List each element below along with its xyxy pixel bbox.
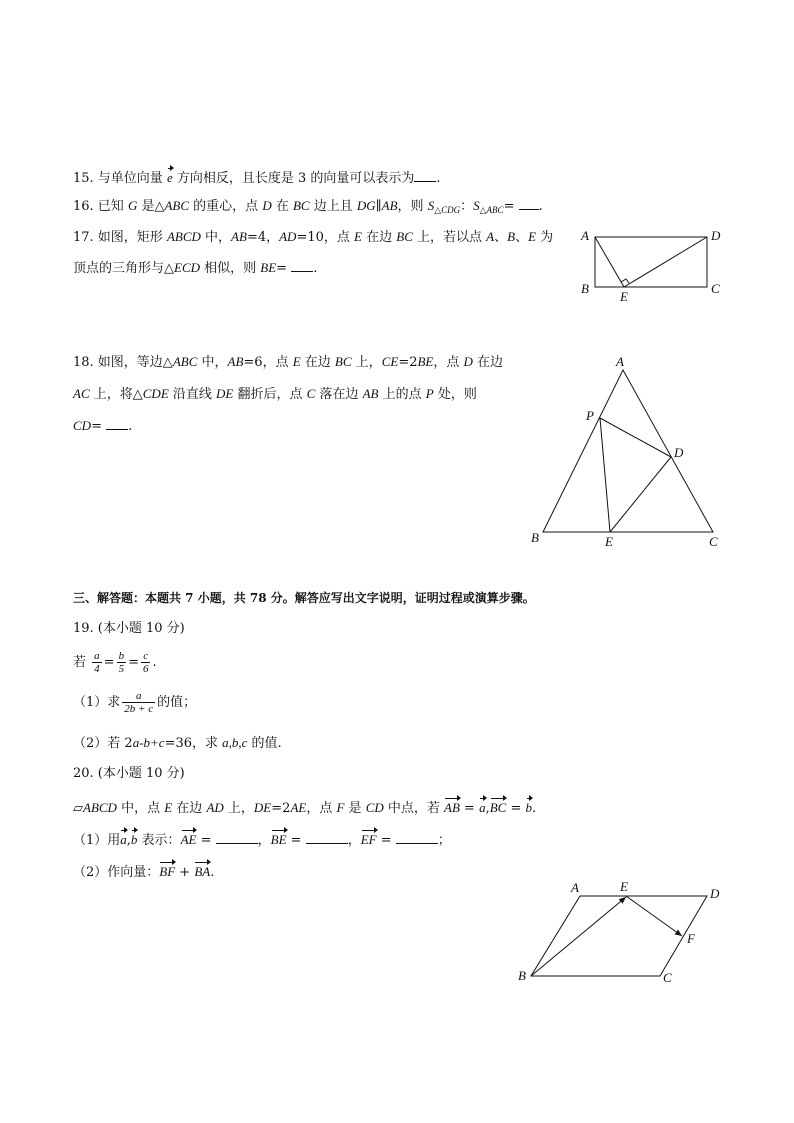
question-18-line-2: AC 上，将△CDE 沿直线 DE 翻折后，点 C 落在边 AB 上的点 P 处，则: [73, 386, 477, 402]
segment-de: [610, 457, 671, 532]
label-D: D: [674, 445, 684, 460]
segment-ed: [624, 237, 707, 287]
label-E: E: [620, 289, 628, 304]
answer-blank-17[interactable]: [291, 259, 313, 272]
answer-blank-18[interactable]: [106, 417, 128, 430]
right-angle-mark: [621, 279, 629, 283]
figure-18-triangle: [525, 355, 730, 555]
rectangle-abcd: [595, 237, 707, 287]
figure-17-rectangle: [570, 225, 730, 305]
label-A: A: [616, 354, 624, 369]
question-19-part-1: （1）求 $\frac{a}{2b + c}$ 的值；: [73, 690, 197, 715]
question-20-part-2: （2）作向量：BF + BA.: [73, 859, 214, 882]
vector-a: a: [479, 795, 486, 817]
fraction-a-over-4: $\frac{a}{4}$: [94, 650, 100, 675]
section-heading: 三、解答题：本题共 7 小题，共 78 分。解答应写出文字说明，证明过程或演算步骤。: [73, 591, 535, 605]
question-20-part-1: （1）用a,b 表示：AE = ，BE = ，EF = ；: [73, 827, 451, 850]
vector-BA: BA: [194, 859, 210, 881]
question-19-condition: 若 $\frac{a}{4}$ = $\frac{b}{5}$ = $\frac{c}{6}$ .: [73, 650, 157, 675]
vector-EF: EF: [361, 827, 377, 849]
label-A: A: [581, 228, 589, 243]
unit-vector-e: e: [167, 165, 173, 187]
fraction-b-over-5: $\frac{b}{5}$: [118, 650, 125, 675]
label-D: D: [711, 228, 721, 243]
vector-EF-arrow: [626, 896, 682, 936]
answer-blank-BE[interactable]: [306, 831, 348, 844]
label-C: C: [663, 970, 672, 985]
label-B: B: [518, 968, 526, 983]
vector-AE: AE: [181, 827, 197, 849]
vector-BF: BF: [159, 859, 175, 881]
vector-BE: BE: [271, 827, 287, 849]
parallelogram-abcd: [531, 896, 707, 976]
answer-blank-16[interactable]: [519, 197, 539, 210]
question-20-title: 20. (本小题 10 分): [73, 766, 185, 781]
figure-20-parallelogram: [510, 876, 730, 991]
segment-pe: [600, 418, 610, 532]
answer-blank-AE[interactable]: [216, 831, 258, 844]
label-D: D: [710, 886, 720, 901]
question-19-title: 19. (本小题 10 分): [73, 621, 185, 636]
label-F: F: [687, 931, 695, 946]
question-16: 16. 已知 G 是△ABC 的重心，点 D 在 BC 边上且 DG∥AB，则 $S_{\triangle CDG}$：$S_{\triangle ABC}=$ .: [73, 198, 543, 215]
label-E: E: [605, 534, 613, 549]
question-20-condition: ▱ABCD 中，点 E 在边 AD 上，DE=2AE，点 F 是 CD 中点，若 AB = a,BC = b.: [73, 795, 536, 818]
fraction-c-over-6: $\frac{c}{6}$: [142, 650, 149, 675]
vector-BC: BC: [490, 795, 507, 817]
label-B: B: [531, 530, 539, 545]
answer-blank-15[interactable]: [414, 169, 436, 182]
segment-ae: [595, 237, 624, 287]
label-C: C: [711, 281, 720, 296]
question-17-line-1: 17. 如图，矩形 ABCD 中，AB=4，AD=10，点 E 在边 BC 上，若以点 A、B、E 为: [73, 229, 554, 245]
label-B: B: [581, 281, 589, 296]
question-18-line-1: 18. 如图，等边△ABC 中，AB=6，点 E 在边 BC 上，CE=2BE，点 D 在边: [73, 354, 504, 370]
label-E: E: [620, 879, 628, 894]
vector-BE-arrow: [531, 897, 626, 976]
question-19-part-2: （2）若 2a-b+c=36，求 a,b,c 的值.: [73, 735, 282, 751]
answer-blank-EF[interactable]: [396, 831, 438, 844]
triangle-abc: [543, 370, 713, 532]
label-C: C: [709, 534, 718, 549]
question-15: 15. 与单位向量 e 方向相反，且长度是 3 的向量可以表示为 .: [73, 165, 441, 188]
fraction-a-over-2b-plus-c: $\frac{a}{2b + c}$: [124, 690, 154, 715]
question-17-line-2: 顶点的三角形与△ECD 相似，则 BE= .: [73, 260, 318, 276]
label-P: P: [586, 408, 594, 423]
vector-b: b: [526, 795, 533, 817]
vector-AB: AB: [444, 795, 460, 817]
label-A: A: [571, 880, 579, 895]
question-18-line-3: CD= .: [73, 418, 133, 434]
